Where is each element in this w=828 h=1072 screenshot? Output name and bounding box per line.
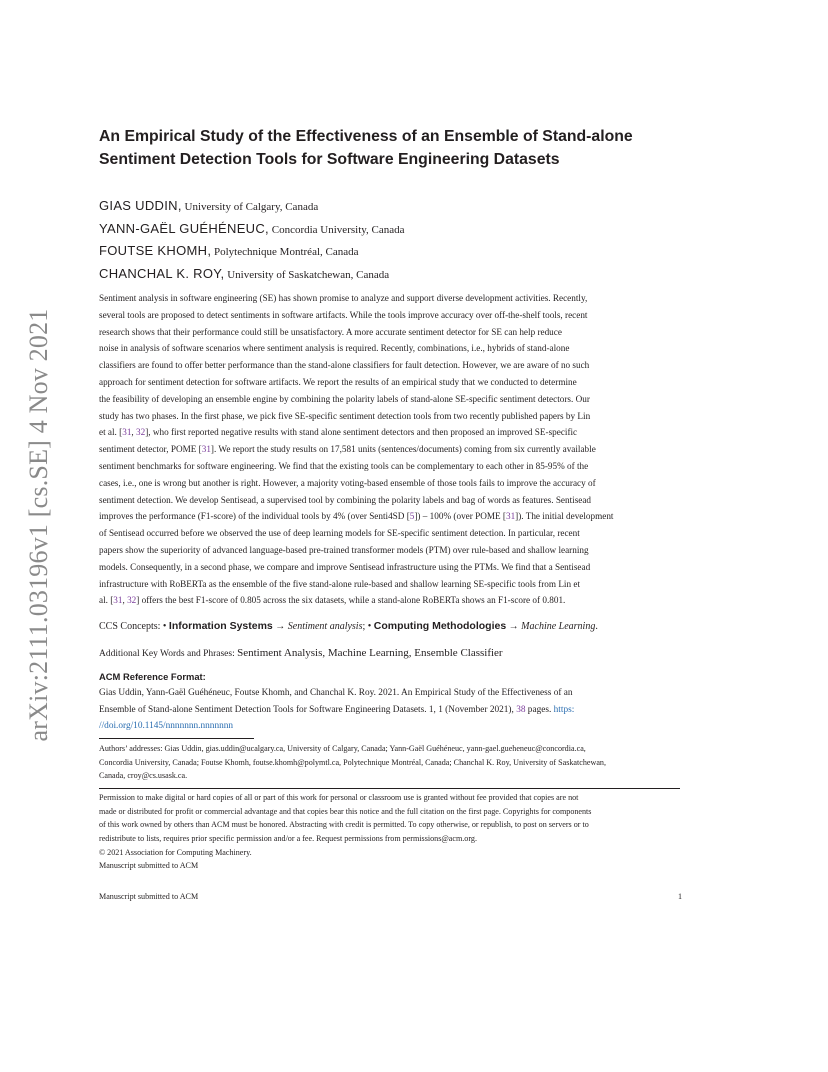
abstract-text: et al. [: [99, 427, 123, 438]
abstract: [99, 290, 680, 609]
author-entry: [99, 195, 719, 218]
author-name: YANN-GAËL GUÉHÉNEUC,: [99, 220, 269, 236]
permission-line: Permission to make digital or hard copies of all or part of this work for personal or classroom use is granted without fee provided that copies are not: [99, 793, 579, 802]
abstract-line: study has two phases. In the first phase, we pick five SE-specific sentiment detection tools from two recently published papers by Lin: [99, 410, 591, 421]
page-count-link[interactable]: 38: [516, 704, 526, 715]
abstract-line: [99, 508, 680, 525]
abstract-text: ], who first reported negative results with stand alone sentiment detectors and then proposed an improved SE-specific: [145, 427, 578, 438]
address-line: Concordia University, Canada; Foutse Khomh, foutse.khomh@polymtl.ca, Polytechnique Montréal, Canada; Chanchal K. Roy, University of Saskatchewan,: [99, 757, 606, 767]
abstract-line: cases, i.e., one is wrong but another is right. However, a majority voting-based ensemble of those tools fails to improve the accuracy of: [99, 477, 596, 488]
acm-reference-text: Ensemble of Stand-alone Sentiment Detection Tools for Software Engineering Datasets. 1, 1 (November 2021),: [99, 704, 517, 715]
abstract-line: sentiment detection. We develop Sentisead, a supervised tool by combining the polarity labels and bag of words as features. Sentisead: [99, 494, 592, 505]
acm-reference-text: pages.: [525, 704, 554, 715]
abstract-line: [99, 424, 680, 441]
copyright-line: © 2021 Association for Computing Machinery.: [99, 847, 252, 857]
ccs-subconcept: Sentiment analysis: [287, 621, 363, 632]
acm-reference-line: [99, 702, 680, 719]
abstract-line: approach for sentiment detection for software artifacts. We report the results of an empirical study that we conducted to determine: [99, 376, 577, 387]
author-entry: [99, 263, 719, 286]
abstract-text: ]) – 100% (over POME [: [414, 511, 506, 522]
ccs-concept: Information Systems: [168, 620, 273, 632]
author-addresses: [99, 742, 680, 783]
citation-link[interactable]: 32: [127, 595, 137, 606]
citation-link[interactable]: 5: [409, 511, 415, 522]
citation-link[interactable]: 32: [136, 427, 146, 438]
page-number: 1: [677, 892, 682, 901]
author-list: [99, 195, 719, 285]
title-line: An Empirical Study of the Effectiveness of an Ensemble of Stand-alone: [99, 128, 633, 145]
author-name: CHANCHAL K. ROY,: [99, 265, 225, 281]
abstract-line: Sentiment analysis in software engineering (SE) has shown promise to analyze and support diverse development activities. Recently,: [99, 293, 588, 303]
abstract-text: ]. We report the study results on 17,581 units (sentences/documents) coming from six currently available: [210, 444, 596, 455]
ccs-end: .: [595, 621, 598, 632]
permission-notice: [99, 791, 680, 873]
abstract-line: noise in analysis of software scenarios where sentiment analysis is required. Recently, combinations, i.e., hybrids of stand-alone: [99, 343, 570, 354]
keywords: [99, 645, 680, 662]
abstract-text: al. [: [99, 595, 114, 606]
author-entry: [99, 218, 719, 241]
author-entry: [99, 240, 719, 263]
acm-reference-heading: ACM Reference Format:: [99, 671, 206, 682]
abstract-line: the feasibility of developing an ensemble engine by combining the polarity labels of stand-alone SE-specific sentiment detectors. Our: [99, 393, 590, 404]
abstract-line: models. Consequently, in a second phase, we compare and improve Sentisead infrastructure using the PTMs. We find that a Sentisead: [99, 561, 591, 572]
keywords-value: Sentiment Analysis, Machine Learning, Ensemble Classifier: [237, 647, 503, 659]
permission-line: made or distributed for profit or commercial advantage and that copies bear this notice and the full citation on the first page. Copyrights for components: [99, 806, 592, 816]
abstract-text: ,: [131, 427, 136, 438]
author-name: FOUTSE KHOMH,: [99, 243, 212, 258]
permission-line: of this work owned by others than ACM must be honored. Abstracting with credit is permitted. To copy otherwise, or republish, to post on servers or to: [99, 820, 589, 830]
paper-title: [99, 125, 739, 171]
ccs-prefix: CCS Concepts: •: [99, 621, 169, 632]
ccs-arrow: →: [506, 621, 522, 632]
author-affiliation: Polytechnique Montréal, Canada: [211, 246, 359, 258]
abstract-line: [99, 592, 680, 609]
abstract-text: ]). The initial development: [515, 511, 614, 522]
abstract-line: classifiers are found to offer better performance than the stand-alone classifiers for fault detection. However, we are aware of no such: [99, 360, 590, 371]
author-affiliation: Concordia University, Canada: [268, 223, 405, 236]
abstract-line: several tools are proposed to detect sentiments in software artifacts. While the tools improve accuracy over off-the-shelf tools, recent: [99, 309, 588, 320]
address-line: Canada, croy@cs.usask.ca.: [99, 771, 188, 781]
abstract-line: research shows that their performance could still be unsatisfactory. A more accurate sentiment detector for SE can help reduce: [99, 326, 562, 337]
ccs-subconcept: Machine Learning: [521, 621, 596, 632]
permission-divider: [99, 788, 680, 789]
acm-reference-line: Gias Uddin, Yann-Gaël Guéhéneuc, Foutse Khomh, and Chanchal K. Roy. 2021. An Empirical Study of the Effectiveness of an: [99, 688, 573, 698]
citation-link[interactable]: 31: [201, 444, 211, 455]
arxiv-id-label: arXiv:2111.03196v1 [cs.SE] 4 Nov 2021: [24, 308, 53, 742]
author-affiliation: University of Calgary, Canada: [181, 201, 319, 213]
acm-reference-line: [99, 718, 680, 735]
permission-line: redistribute to lists, requires prior specific permission and/or a fee. Request permissions from permissions@acm.org.: [99, 834, 477, 844]
citation-link[interactable]: 31: [122, 427, 132, 438]
abstract-text: ,: [122, 595, 128, 606]
footnote-divider: [99, 738, 254, 739]
abstract-line: sentiment benchmarks for software engineering. We find that the existing tools can be complementary to each other in 85-95% of the: [99, 460, 589, 471]
author-affiliation: University of Saskatchewan, Canada: [224, 268, 390, 281]
ccs-concept: Computing Methodologies: [373, 620, 507, 632]
arxiv-sidebar-stamp: [20, 292, 58, 758]
citation-link[interactable]: 31: [505, 511, 516, 522]
author-name: GIAS UDDIN,: [99, 198, 182, 213]
abstract-line: [99, 441, 680, 458]
footer-manuscript: Manuscript submitted to ACM: [99, 892, 199, 901]
abstract-line: papers show the superiority of advanced language-based pre-trained transformer models (PTM) over rule-based and shallow learning: [99, 544, 589, 555]
abstract-line: of Sentisead occurred before we observed the use of deep learning models for SE-specific sentiment detection. In particular, recent: [99, 528, 580, 539]
ccs-concepts: [99, 618, 680, 635]
abstract-text: sentiment detector, POME [: [99, 444, 202, 455]
address-line: Authors’ addresses: Gias Uddin, gias.uddin@ucalgary.ca, University of Calgary, Canada; Yann-Gaël Guéhéneuc, yann-gael.gueheneuc@concordia.ca,: [99, 744, 586, 753]
keywords-label: Additional Key Words and Phrases:: [99, 649, 238, 659]
abstract-text: improves the performance (F1-score) of the individual tools by 4% (over Senti4SD [: [99, 511, 410, 522]
citation-link[interactable]: 31: [113, 595, 123, 606]
title-line: Sentiment Detection Tools for Software Engineering Datasets: [99, 151, 560, 168]
ccs-arrow: →: [272, 621, 288, 632]
doi-link[interactable]: https:: [553, 704, 575, 715]
manuscript-note: Manuscript submitted to ACM: [99, 861, 199, 871]
ccs-separator: ; •: [362, 621, 374, 632]
abstract-text: ] offers the best F1-score of 0.805 across the six datasets, while a stand-alone RoBERTa shows an F1-score of 0.801.: [136, 595, 566, 606]
abstract-line: infrastructure with RoBERTa as the ensemble of the five stand-alone rule-based and shallow learning SE-specific tools from Lin et: [99, 578, 581, 589]
acm-reference: [99, 685, 680, 735]
doi-link[interactable]: //doi.org/10.1145/nnnnnnn.nnnnnnn: [99, 721, 234, 731]
